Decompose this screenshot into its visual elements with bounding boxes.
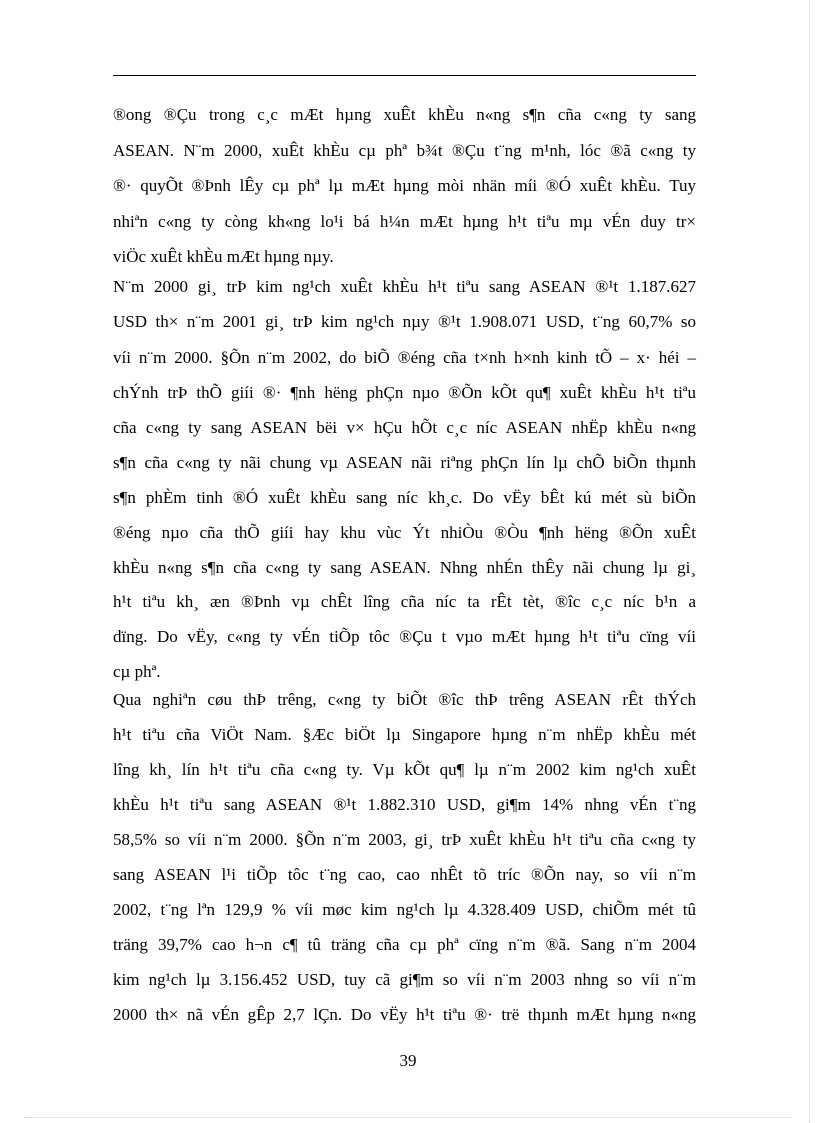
text-line: träng 39,7% cao h¬n c¶ tû träng cña cµ phª cïng n¨m ®ã. Sang n¨m 2004: [113, 935, 696, 954]
text-line: cµ phª.: [113, 662, 161, 681]
text-line: ®éng nµo cña thÕ giíi hay khu vùc Ýt nhiÒu ®Òu ¶nh hëng ®Õn xuÊt: [113, 523, 696, 542]
text-line: 58,5% so víi n¨m 2000. §Õn n¨m 2003, gi¸ trÞ xuÊt khÈu h¹t tiªu cña c«ng ty: [113, 830, 696, 849]
text-line: sang ASEAN l¹i tiÕp tôc t¨ng cao, cao nhÊt tõ tríc ®Õn nay, so víi n¨m: [113, 865, 696, 884]
text-line: cña c«ng ty sang ASEAN bëi v× hÇu hÕt c¸c níc ASEAN nhËp khÈu n«ng: [113, 418, 696, 437]
text-line: N¨m 2000 gi¸ trÞ kim ng¹ch xuÊt khÈu h¹t tiªu sang ASEAN ®¹t 1.187.627: [113, 277, 696, 296]
text-line: chÝnh trÞ thÕ giíi ®· ¶nh hëng phÇn nµo ®Õn kÕt qu¶ xuÊt khÈu h¹t tiªu: [113, 383, 696, 402]
text-line: viÖc xuÊt khÈu mÆt hµng nµy.: [113, 247, 334, 266]
text-line: 2002, t¨ng lªn 129,9 % víi møc kim ng¹ch lµ 4.328.409 USD, chiÕm mét tû: [113, 900, 696, 919]
text-line: s¶n phÈm tinh ®Ó xuÊt khÈu sang níc kh¸c. Do vËy bÊt kú mét sù biÕn: [113, 488, 696, 507]
text-line: dïng. Do vËy, c«ng ty vÉn tiÕp tôc ®Çu t vµo mÆt hµng h¹t tiªu cïng víi: [113, 627, 696, 646]
text-line: khÈu h¹t tiªu sang ASEAN ®¹t 1.882.310 USD, gi¶m 14% nhng vÉn t¨ng: [113, 795, 696, 814]
text-line: s¶n cña c«ng ty nãi chung vµ ASEAN nãi riªng phÇn lín lµ chÕ biÕn thµnh: [113, 453, 696, 472]
page-edge-dotted-vertical: [809, 0, 810, 1123]
text-line: 2000 th× nã vÉn gÊp 2,7 lÇn. Do vËy h¹t tiªu ®· trë thµnh mÆt hµng n«ng: [113, 1005, 696, 1024]
text-line: ®ong ®Çu trong c¸c mÆt hµng xuÊt khÈu n«ng s¶n cña c«ng ty sang: [113, 105, 696, 124]
text-line: nhiªn c«ng ty còng kh«ng lo¹i bá h¼n mÆt hµng h¹t tiªu mµ vÉn duy tr×: [113, 212, 696, 231]
text-line: víi n¨m 2000. §Õn n¨m 2002, do biÕ ®éng cña t×nh h×nh kinh tÕ – x· héi –: [113, 348, 696, 367]
text-line: USD th× n¨m 2001 gi¸ trÞ kim ng¹ch nµy ®¹t 1.908.071 USD, t¨ng 60,7% so: [113, 312, 696, 331]
text-line: h¹t tiªu kh¸ æn ®Þnh vµ chÊt lîng cña níc ta rÊt tèt, ®îc c¸c níc b¹n a: [113, 592, 696, 611]
text-line: ®· quyÕt ®Þnh lÊy cµ phª lµ mÆt hµng mòi nhän míi ®Ó xuÊt khÈu. Tuy: [113, 176, 696, 195]
page-number: 39: [399, 1051, 417, 1070]
text-line: lîng kh¸ lín h¹t tiªu cña c«ng ty. Vµ kÕt qu¶ lµ n¨m 2002 kim ng¹ch xuÊt: [113, 760, 696, 779]
text-line: h¹t tiªu cña ViÖt Nam. §Æc biÖt lµ Singapore hµng n¨m nhËp khÈu mét: [113, 725, 696, 744]
text-line: kim ng¹ch lµ 3.156.452 USD, tuy cã gi¶m so víi n¨m 2003 nhng so víi n¨m: [113, 970, 696, 989]
text-line: Qua nghiªn cøu thÞ trêng, c«ng ty biÕt ®îc thÞ trêng ASEAN rÊt thÝch: [113, 690, 696, 709]
text-line: khÈu n«ng s¶n cña c«ng ty sang ASEAN. Nhng nhÉn thÊy nãi chung lµ gi¸: [113, 558, 696, 577]
text-line: ASEAN. N¨m 2000, xuÊt khÈu cµ phª b¾t ®Çu t¨ng m¹nh, lóc ®ã c«ng ty: [113, 141, 696, 160]
page-edge-dotted-line: [24, 1117, 792, 1118]
